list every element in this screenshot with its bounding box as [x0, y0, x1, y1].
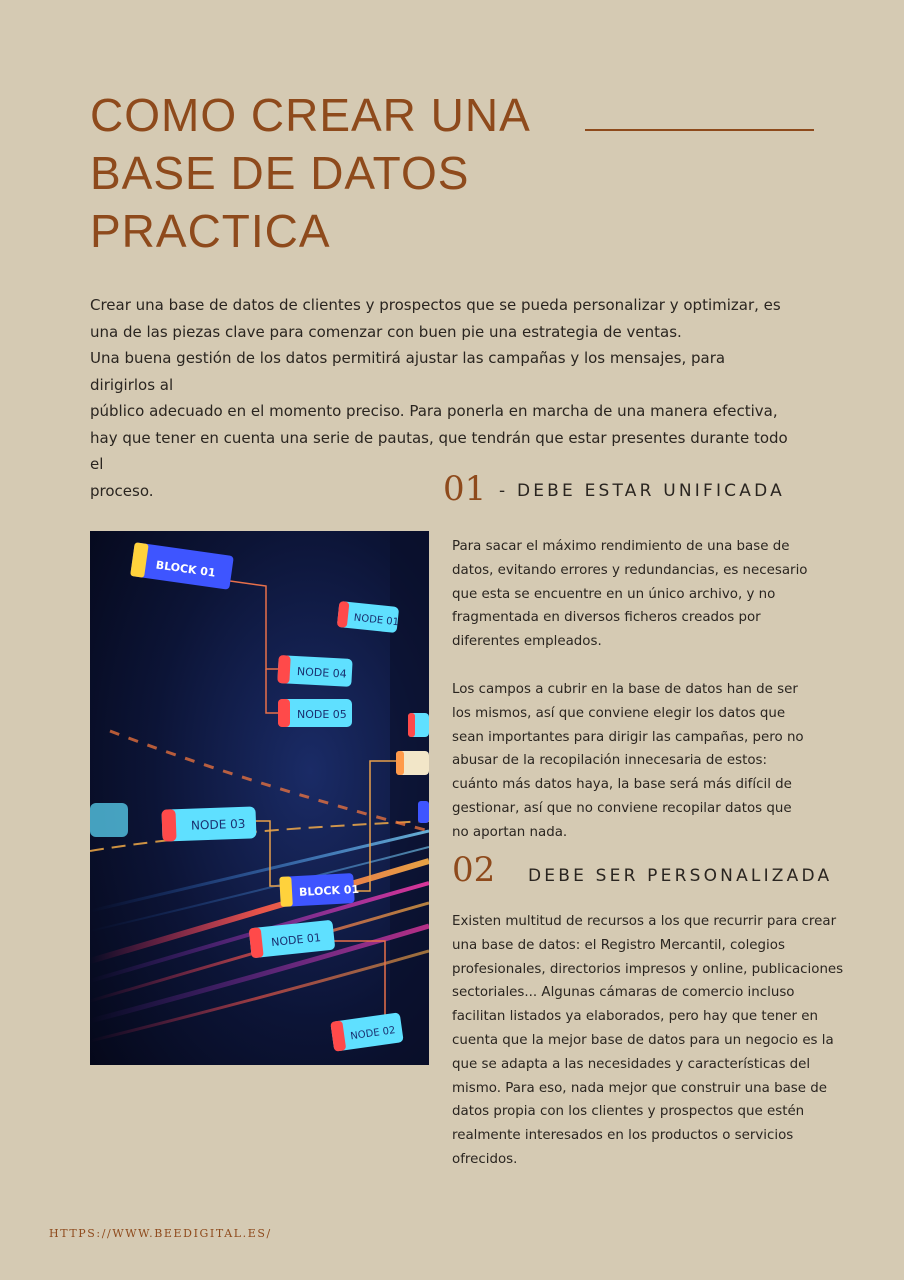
title-line: BASE DE DATOS	[90, 147, 470, 199]
photo-node-label: NODE 01	[270, 931, 322, 950]
section-01-paragraph-1	[452, 535, 807, 654]
paragraph-line: datos propia con los clientes y prospectos que estén	[452, 1104, 805, 1120]
section-title-01: - DEBE ESTAR UNIFICADA	[499, 481, 785, 501]
photo-node-label: NODE 04	[296, 665, 348, 681]
paragraph-line: cuánto más datos haya, la base será más difícil de	[452, 777, 792, 793]
section-title-02: DEBE SER PERSONALIZADA	[528, 866, 833, 886]
paragraph-line: los mismos, así que conviene elegir los datos que	[452, 705, 786, 721]
paragraph-line: que esta se encuentre en un único archivo, y no	[452, 586, 776, 602]
paragraph-line: que se adapta a las necesidades y características del	[452, 1056, 811, 1072]
paragraph-line: profesionales, directorios impresos y online, publicaciones	[452, 961, 844, 977]
paragraph-line: facilitan listados ya elaborados, pero hay que tener en	[452, 1009, 819, 1025]
photo-block-label: BLOCK 01	[298, 882, 360, 899]
page-title	[90, 86, 531, 260]
title-line: COMO CREAR UNA	[90, 89, 531, 141]
intro-line: hay que tener en cuenta una serie de pautas, que tendrán que estar presentes durante todo el	[90, 428, 788, 473]
section-number-01: 01	[443, 469, 487, 509]
intro-line: público adecuado en el momento preciso. Para ponerla en marcha de una manera efectiva,	[90, 402, 778, 420]
database-nodes-photo	[90, 531, 429, 1065]
intro-line: Una buena gestión de los datos permitirá ajustar las campañas y los mensajes, para dirigirlos al	[90, 349, 726, 394]
photo-node-label: NODE 05	[297, 708, 347, 721]
paragraph-line: Existen multitud de recursos a los que recurrir para crear	[452, 914, 837, 929]
footer-url: HTTPS://WWW.BEEDIGITAL.ES/	[49, 1227, 272, 1240]
intro-line: proceso.	[90, 481, 154, 500]
paragraph-line: realmente interesados en los productos o servicios	[452, 1128, 794, 1144]
photo-block-label: BLOCK 01	[155, 558, 217, 580]
paragraph-line: una base de datos: el Registro Mercantil, colegios	[452, 937, 785, 953]
intro-line: Crear una base de datos de clientes y prospectos que se pueda personalizar y optimizar, es	[90, 296, 781, 314]
paragraph-line: abusar de la recopilación innecesaria de estos:	[452, 753, 768, 769]
section-01-paragraph-2	[452, 678, 804, 845]
paragraph-line: sectoriales... Algunas cámaras de comercio incluso	[452, 985, 795, 1001]
intro-line: una de las piezas clave para comenzar con buen pie una estrategia de ventas.	[90, 322, 682, 341]
section-number-02: 02	[452, 850, 496, 890]
paragraph-line: ofrecidos.	[452, 1151, 518, 1167]
paragraph-line: no aportan nada.	[452, 824, 568, 840]
photo-node-label: NODE 02	[349, 1025, 397, 1043]
paragraph-line: cuenta que la mejor base de datos para un negocio es la	[452, 1032, 834, 1048]
section-02-paragraph-1	[452, 910, 843, 1172]
photo-node-label: NODE 03	[190, 816, 246, 833]
paragraph-line: fragmentada en diversos ficheros creados por	[452, 610, 761, 626]
intro-paragraph	[90, 292, 790, 504]
paragraph-line: datos, evitando errores y redundancias, es necesario	[452, 562, 808, 578]
paragraph-line: mismo. Para eso, nada mejor que construir una base de	[452, 1080, 828, 1096]
paragraph-line: sean importantes para dirigir las campañas, pero no	[452, 729, 804, 745]
photo-node-label: NODE 01	[353, 612, 400, 629]
paragraph-line: Los campos a cubrir en la base de datos han de ser	[452, 682, 798, 697]
title-line: PRACTICA	[90, 205, 331, 257]
paragraph-line: gestionar, así que no conviene recopilar datos que	[452, 800, 792, 816]
title-rule	[585, 129, 814, 131]
paragraph-line: diferentes empleados.	[452, 634, 602, 650]
paragraph-line: Para sacar el máximo rendimiento de una base de	[452, 539, 790, 554]
